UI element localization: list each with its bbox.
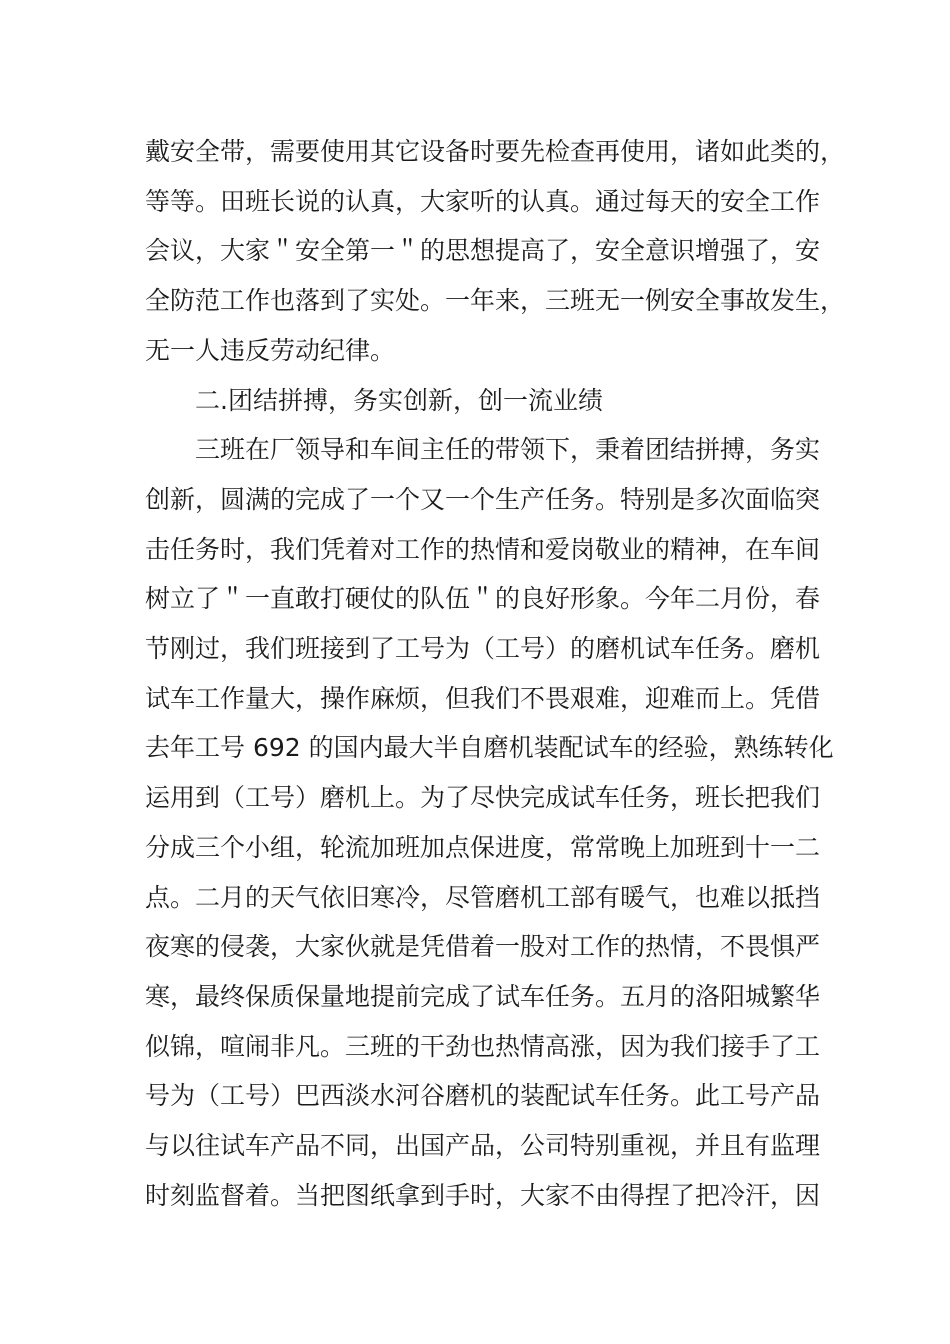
paragraph-achievements <box>145 425 834 1220</box>
text-line: 会议，大家＂安全第一＂的思想提高了，安全意识增强了，安 <box>145 236 821 266</box>
section-heading-text: 二.团结拼搏，务实创新，创一流业绩 <box>195 385 603 415</box>
text-line: 似锦，喧闹非凡。三班的干劲也热情高涨，因为我们接手了工 <box>145 1031 821 1061</box>
text-line: 点。二月的天气依旧寒冷，尽管磨机工部有暖气，也难以抵挡 <box>145 882 821 912</box>
text-line: 全防范工作也落到了实处。一年来，三班无一例安全事故发生， <box>145 286 846 316</box>
text-line: 寒，最终保质保量地提前完成了试车任务。五月的洛阳城繁华 <box>145 981 821 1011</box>
text-line: 击任务时，我们凭着对工作的热情和爱岗敬业的精神，在车间 <box>145 534 821 564</box>
text-line: 三班在厂领导和车间主任的带领下，秉着团结拼搏，务实 <box>195 435 821 465</box>
text-line: 无一人违反劳动纪律。 <box>145 335 396 365</box>
paragraph-safety <box>145 127 846 376</box>
document-body <box>145 127 846 1220</box>
text-line: 号为（工号）巴西淡水河谷磨机的装配试车任务。此工号产品 <box>145 1081 821 1111</box>
text-line: 分成三个小组，轮流加班加点保进度，常常晚上加班到十一二 <box>145 832 821 862</box>
text-line: 去年工号 692 的国内最大半自磨机装配试车的经验，熟练转化 <box>145 733 834 763</box>
text-line: 运用到（工号）磨机上。为了尽快完成试车任务，班长把我们 <box>145 783 821 813</box>
text-line: 节刚过，我们班接到了工号为（工号）的磨机试车任务。磨机 <box>145 634 821 664</box>
text-line: 夜寒的侵袭，大家伙就是凭借着一股对工作的热情，不畏惧严 <box>145 932 821 962</box>
text-line: 树立了＂一直敢打硬仗的队伍＂的良好形象。今年二月份，春 <box>145 584 821 614</box>
text-line: 与以往试车产品不同，出国产品，公司特别重视，并且有监理 <box>145 1131 821 1161</box>
text-line: 试车工作量大，操作麻烦，但我们不畏艰难，迎难而上。凭借 <box>145 683 821 713</box>
text-line: 创新，圆满的完成了一个又一个生产任务。特别是多次面临突 <box>145 484 821 514</box>
section-heading <box>145 376 805 426</box>
text-line: 等等。田班长说的认真，大家听的认真。通过每天的安全工作 <box>145 186 821 216</box>
text-line: 戴安全带，需要使用其它设备时要先检查再使用，诸如此类的， <box>145 137 846 166</box>
text-line: 时刻监督着。当把图纸拿到手时，大家不由得捏了把冷汗，因 <box>145 1180 821 1210</box>
